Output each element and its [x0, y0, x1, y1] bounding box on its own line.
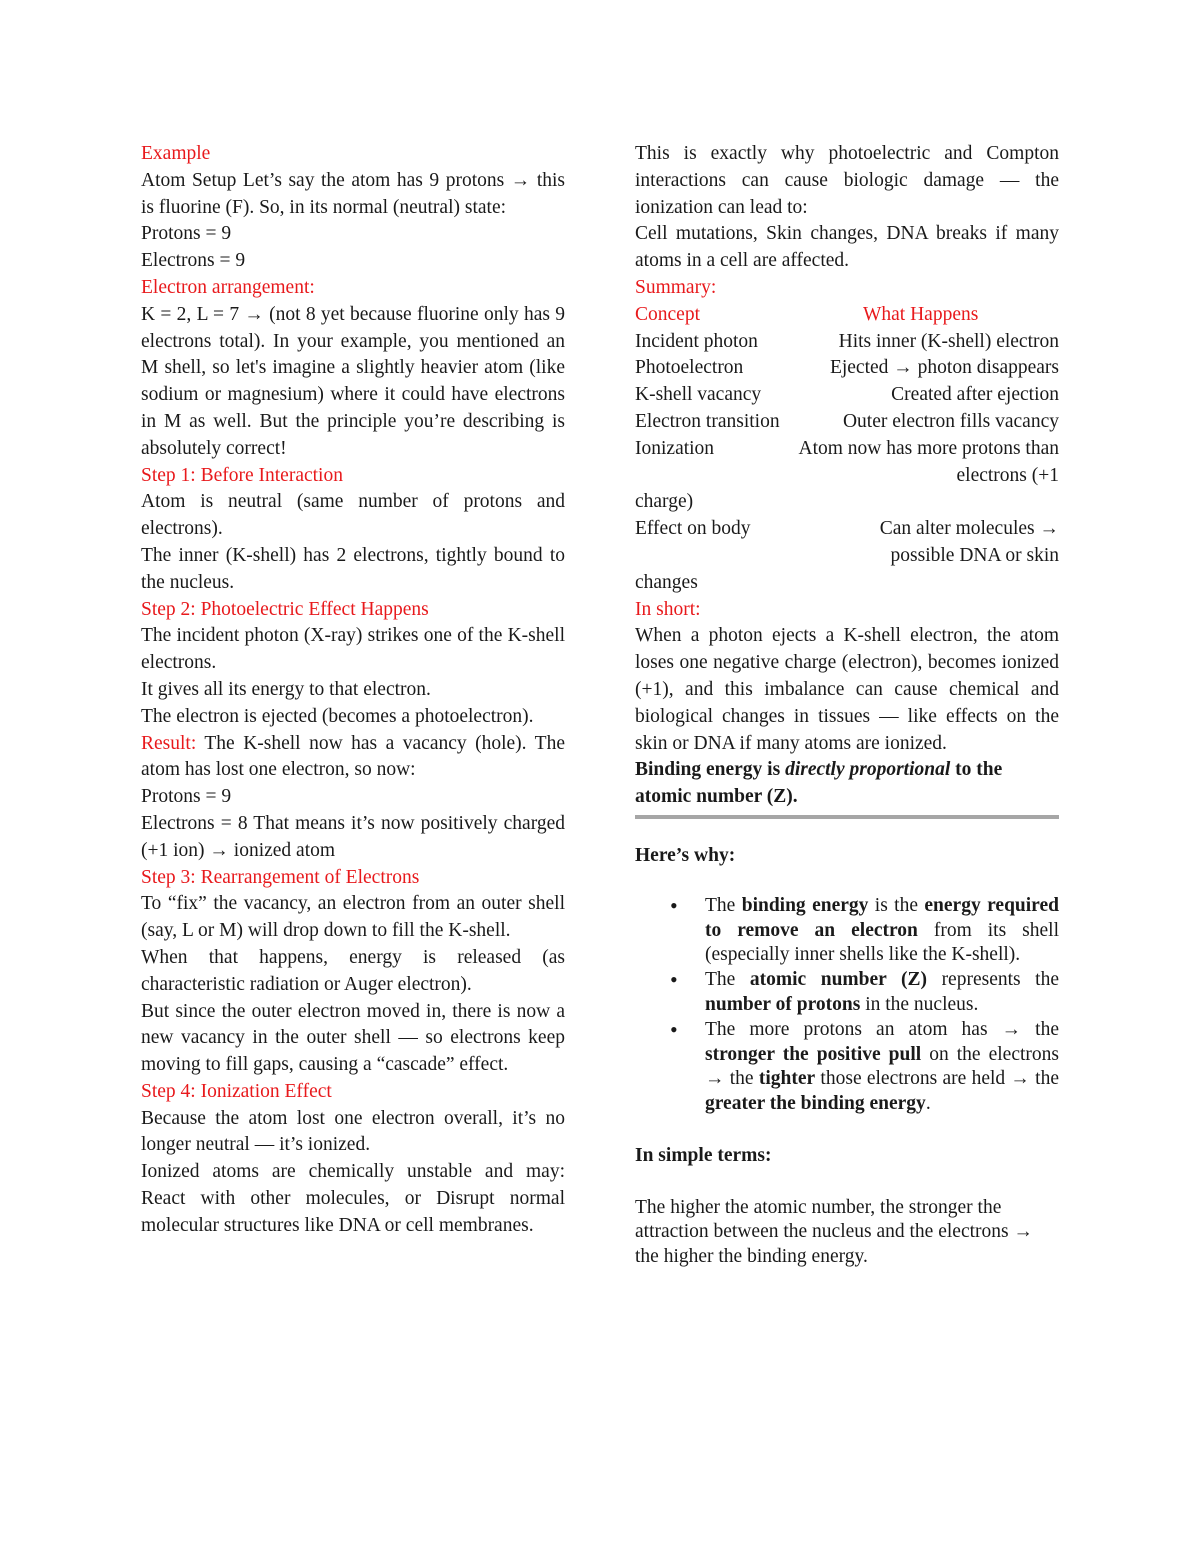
result-label: Result:: [141, 732, 197, 754]
summary-concept: Ionization: [635, 437, 715, 459]
electrons-line: Electrons = 9: [141, 250, 246, 272]
result-text: The K-shell now has a vacancy (hole). The atom has lost one electron, so now:: [141, 732, 565, 781]
bullet-text: in the nucleus.: [860, 993, 979, 1015]
step2-paragraph: The electron is ejected (becomes a photoelectron).: [141, 705, 534, 727]
step3-paragraph: To “fix” the vacancy, an electron from an outer shell (say, L or M) will drop down to fill the K-shell.: [141, 893, 565, 942]
step4-paragraph: Ionized atoms are chemically unstable and may: React with other molecules, or Disrupt normal molecular structures like DNA or cell membranes.: [141, 1161, 565, 1236]
result-electrons: Electrons = 8 That means it’s now positively charged (+1 ion) → ionized atom: [141, 812, 565, 861]
why-list: [635, 894, 1059, 1117]
protons-line: Protons = 9: [141, 223, 232, 245]
summary-row: [635, 355, 1059, 382]
why-heading: Here’s why:: [635, 844, 736, 866]
summary-col-what: What Happens: [863, 303, 979, 325]
bullet-bold: number of protons: [705, 993, 861, 1015]
bullet-bold: tighter: [758, 1068, 816, 1090]
step2-paragraph: The incident photon (X-ray) strikes one of the K-shell electrons.: [141, 625, 565, 674]
summary-what: Ejected → photon disappears: [829, 357, 1059, 379]
summary-what: Can alter molecules →: [879, 518, 1059, 540]
bullet-text: on the electrons → the: [705, 1043, 1059, 1090]
bullet-bold: greater the binding energy: [705, 1093, 926, 1115]
bullet-text: represents the: [927, 969, 1059, 991]
step2-heading: Step 2: Photoelectric Effect Happens: [141, 598, 429, 620]
spacer: [635, 1170, 1059, 1196]
list-item: [705, 894, 1059, 968]
binding-post: to the atomic number (Z).: [635, 759, 1003, 808]
bullet-bold: binding energy: [741, 894, 869, 916]
result-protons: Protons = 9: [141, 786, 232, 808]
bullet-text: is the: [868, 894, 925, 916]
summary-row: [635, 382, 1059, 409]
bullet-bold: energy required to remove an electron: [705, 894, 1059, 941]
result-paragraph: [141, 731, 565, 785]
bullet-bold: atomic number (Z): [749, 969, 928, 991]
in-short-body: When a photon ejects a K-shell electron, the atom loses one negative charge (electron), becomes ionized (+1), and this imbalance can cause chemical and biological changes in tissues — like effects on the skin or DNA if many atoms are ionized.: [635, 625, 1059, 754]
binding-emphasis: directly proportional: [785, 759, 951, 781]
summary-row-ionization: [635, 436, 1059, 516]
summary-row: [635, 329, 1059, 356]
bullet-text: The: [705, 894, 742, 916]
list-item: [705, 1018, 1059, 1117]
step4-paragraph: Because the atom lost one electron overall, it’s no longer neutral — it’s ionized.: [141, 1107, 565, 1156]
summary-what: Hits inner (K-shell) electron: [838, 330, 1059, 352]
summary-what: Outer electron fills vacancy: [842, 410, 1059, 432]
example-body: Atom Setup Let’s say the atom has 9 protons → this is fluorine (F). So, in its normal (neutral) state:: [141, 169, 565, 218]
bullet-text: those electrons are held → the: [815, 1068, 1059, 1090]
step3-paragraph: But since the outer electron moved in, there is now a new vacancy in the outer shell — so electrons keep moving to fill gaps, causing a “cascade” effect.: [141, 1000, 565, 1076]
summary-concept: Electron transition: [635, 410, 780, 432]
summary-row-effect: [635, 516, 1059, 596]
bullet-text: .: [925, 1093, 931, 1115]
right-column: [635, 141, 1059, 1269]
summary-what: Atom now has more protons than: [798, 437, 1059, 459]
step1-paragraph: Atom is neutral (same number of protons and electrons).: [141, 491, 565, 540]
summary-what-cont: changes: [635, 571, 698, 593]
binding-pre: Binding energy is: [635, 759, 786, 781]
intro-paragraph: This is exactly why photoelectric and Compton interactions can cause biologic damage — the ionization can lead to:: [635, 143, 1059, 218]
summary-what-cont: charge): [635, 491, 694, 513]
horizontal-rule: [635, 815, 1059, 819]
step1-paragraph: The inner (K-shell) has 2 electrons, tightly bound to the nucleus.: [141, 544, 565, 593]
summary-concept: Effect on body: [635, 518, 751, 540]
step3-paragraph: When that happens, energy is released (as characteristic radiation or Auger electron).: [141, 946, 565, 995]
left-column: [141, 141, 565, 1240]
arrangement-heading: Electron arrangement:: [141, 276, 315, 298]
binding-energy-statement: [635, 757, 1059, 811]
step1-heading: Step 1: Before Interaction: [141, 464, 343, 486]
summary-what: Created after ejection: [891, 384, 1059, 406]
intro-paragraph: Cell mutations, Skin changes, DNA breaks if many atoms in a cell are affected.: [635, 223, 1059, 272]
summary-concept: Photoelectron: [635, 357, 744, 379]
summary-heading: Summary:: [635, 276, 717, 298]
summary-header-row: [635, 302, 1059, 329]
summary-what-cont: electrons (+1: [956, 464, 1059, 486]
simple-terms-heading: In simple terms:: [635, 1144, 772, 1166]
arrangement-body: K = 2, L = 7 → (not 8 yet because fluorine only has 9 electrons total). In your example, you mentioned an M shell, so let's imagine a slightly heavier atom (like sodium or magnesium) where it could have electrons in M as well. But the principle you’re describing is absolutely correct!: [141, 303, 565, 459]
summary-concept: K-shell vacancy: [635, 384, 762, 406]
summary-row: [635, 409, 1059, 436]
step4-heading: Step 4: Ionization Effect: [141, 1080, 332, 1102]
in-short-heading: In short:: [635, 598, 701, 620]
bullet-text: The: [705, 969, 750, 991]
bullet-bold: stronger the positive pull: [705, 1043, 922, 1065]
summary-col-concept: Concept: [635, 303, 700, 325]
simple-terms-body: The higher the atomic number, the stronger the attraction between the nucleus and the electrons → the higher the binding energy.: [635, 1196, 1033, 1267]
step3-heading: Step 3: Rearrangement of Electrons: [141, 866, 420, 888]
bullet-text: from its shell (especially inner shells like the K-shell).: [705, 919, 1059, 966]
summary-what-cont: possible DNA or skin: [890, 544, 1059, 566]
list-item: [705, 968, 1059, 1018]
step2-paragraph: It gives all its energy to that electron.: [141, 678, 431, 700]
example-heading: Example: [141, 143, 211, 164]
bullet-text: The more protons an atom has → the: [705, 1018, 1059, 1040]
summary-concept: Incident photon: [635, 330, 758, 352]
